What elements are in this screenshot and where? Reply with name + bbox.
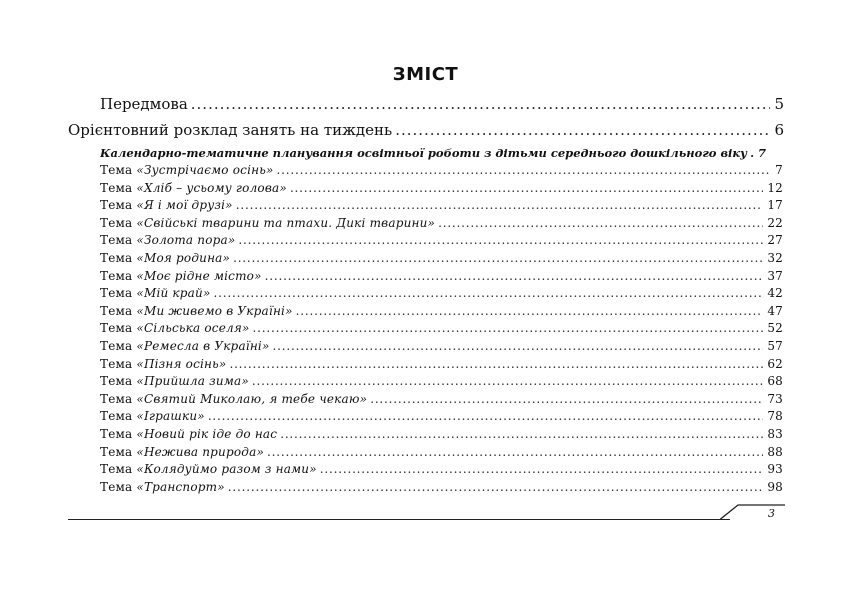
topic-prefix: Тема: [100, 409, 133, 424]
dot-leader: [265, 269, 764, 283]
toc-page-number: 7: [757, 146, 766, 160]
dot-leader: [370, 392, 763, 406]
toc-page-number: 6: [774, 121, 784, 139]
toc-page-number: 37: [767, 268, 783, 283]
topic-prefix: Тема: [100, 391, 133, 406]
dot-leader: [253, 321, 764, 335]
toc-entry-preface[interactable]: [100, 95, 784, 115]
toc-entry-label: [100, 198, 236, 212]
topic-prefix: Тема: [100, 251, 133, 265]
dot-leader: [280, 427, 763, 441]
toc-page-number: 93: [767, 462, 783, 477]
toc-page-number: 83: [767, 427, 783, 441]
topic-title: «Моя родина»: [136, 251, 231, 265]
topic-prefix: Тема: [100, 268, 133, 283]
dot-leader: [395, 121, 770, 139]
toc-page-number: 57: [767, 339, 783, 353]
toc-page-number: 42: [767, 286, 783, 301]
toc-entry-topic[interactable]: [100, 198, 783, 215]
topic-title: «Святий Миколаю, я тебе чекаю»: [136, 391, 368, 406]
toc-entry-topic[interactable]: [100, 357, 783, 374]
topic-prefix: Тема: [100, 479, 133, 494]
topic-title: «Ремесла в Україні»: [136, 339, 270, 353]
dot-leader: [273, 339, 764, 353]
toc-entry-topic[interactable]: [100, 216, 783, 233]
dot-leader: [290, 181, 763, 195]
dot-leader: [208, 409, 764, 423]
toc-entry-label: Передмова: [100, 95, 188, 113]
toc-entry-topic[interactable]: [100, 251, 783, 268]
toc-page-number: 27: [767, 233, 783, 248]
toc-entry-topic[interactable]: [100, 286, 783, 303]
toc-entry-label: Орієнтовний розклад занять на тиждень: [68, 121, 393, 139]
toc-page-number: 22: [767, 215, 783, 230]
dot-leader: [229, 357, 763, 371]
dot-leader: [320, 462, 764, 476]
topic-prefix: Тема: [100, 233, 133, 248]
topic-prefix: Тема: [100, 462, 133, 477]
dot-leader: [233, 251, 763, 265]
toc-page-number: 78: [767, 409, 783, 424]
toc-page-number: 52: [767, 321, 783, 336]
toc-entry-topic[interactable]: [100, 339, 783, 356]
toc-entry-topic[interactable]: [100, 163, 783, 180]
toc-entry-topic[interactable]: [100, 181, 783, 198]
toc-entry-label: [100, 480, 228, 494]
toc-page-number: 17: [767, 198, 783, 213]
toc-entry-label: [100, 181, 290, 195]
toc-entry-label: [100, 462, 320, 476]
dot-leader: [236, 198, 764, 212]
toc-section-label: Календарно-тематичне планування освітньої роботи з дітьми середнього дошкільного віку: [100, 146, 748, 160]
topic-title: «Свійські тварини та птахи. Дикі тварини»: [136, 215, 436, 230]
footer-rule: [68, 519, 730, 520]
dot-leader: [214, 286, 764, 300]
footer-tab-shape: [720, 502, 790, 522]
topic-prefix: Тема: [100, 339, 133, 353]
topic-prefix: Тема: [100, 427, 133, 441]
toc-page-number: 73: [767, 391, 783, 406]
dot-leader: [277, 163, 772, 177]
toc-entry-schedule[interactable]: [68, 121, 784, 141]
topic-title: «Іграшки»: [136, 409, 205, 424]
toc-entry-label: [100, 321, 253, 335]
toc-page-number: 47: [767, 303, 783, 318]
toc-page-number: 68: [767, 374, 783, 389]
topic-title: «Зустрічаємо осінь»: [136, 163, 274, 177]
toc-page-number: 98: [767, 479, 783, 494]
topic-prefix: Тема: [100, 374, 133, 389]
topic-prefix: Тема: [100, 321, 133, 336]
topic-prefix: Тема: [100, 180, 133, 195]
toc-page-number: 7: [775, 163, 783, 177]
topic-title: «Ми живемо в Україні»: [136, 303, 293, 318]
toc-entry-topic[interactable]: [100, 269, 783, 286]
toc-entry-label: [100, 357, 229, 371]
toc-entry-topic[interactable]: [100, 321, 783, 338]
dot-leader: [191, 95, 771, 113]
toc-entry-topic[interactable]: [100, 409, 783, 426]
toc-entry-label: [100, 304, 296, 318]
topic-prefix: Тема: [100, 444, 133, 459]
toc-entry-topic[interactable]: [100, 427, 783, 444]
dot-leader: [296, 304, 764, 318]
toc-entry-label: [100, 339, 273, 353]
toc-page-number: 12: [767, 180, 783, 195]
toc-entry-topic[interactable]: [100, 374, 783, 391]
topic-title: «Моє рідне місто»: [136, 268, 262, 283]
dot-leader: [438, 216, 763, 230]
toc-entry-label: [100, 392, 370, 406]
toc-entry-label: [100, 286, 214, 300]
toc-entry-topic[interactable]: [100, 462, 783, 479]
topic-title: «Транспорт»: [136, 479, 225, 494]
toc-section-heading[interactable]: [100, 146, 766, 163]
toc-entry-label: [100, 427, 280, 441]
toc-entry-label: [100, 269, 265, 283]
topic-title: «Нежива природа»: [136, 444, 264, 459]
dot-leader: [238, 233, 763, 247]
toc-entry-label: [100, 163, 277, 177]
topic-title: «Колядуймо разом з нами»: [136, 462, 317, 477]
topic-title: «Прийшла зима»: [136, 374, 249, 389]
dot-leader: [252, 374, 763, 388]
toc-page-number: 88: [767, 444, 783, 459]
topic-prefix: Тема: [100, 303, 133, 318]
toc-entry-label: [100, 233, 238, 247]
toc-entry-label: [100, 374, 252, 388]
topic-prefix: Тема: [100, 356, 133, 371]
toc-entry-label: [100, 409, 208, 423]
dot-leader: [228, 480, 764, 494]
toc-entry-topic[interactable]: [100, 304, 783, 321]
page-number: 3: [768, 507, 775, 520]
topic-prefix: Тема: [100, 198, 133, 213]
toc-entry-label: [100, 216, 438, 230]
topic-title: «Сільська оселя»: [136, 321, 250, 336]
topic-title: «Хліб – усьому голова»: [136, 180, 287, 195]
toc-entry-label: [100, 445, 267, 459]
topic-title: «Новий рік іде до нас: [136, 427, 278, 441]
topic-prefix: Тема: [100, 286, 133, 301]
toc-entry-topic[interactable]: [100, 445, 783, 462]
toc-page-number: 62: [767, 356, 783, 371]
topic-prefix: Тема: [100, 215, 133, 230]
toc-page-number: 32: [767, 251, 783, 265]
toc-page-number: 5: [774, 95, 784, 113]
topic-title: «Мій край»: [136, 286, 211, 301]
topic-title: «Пізня осінь»: [136, 356, 227, 371]
dot-leader: [267, 445, 763, 459]
topic-prefix: Тема: [100, 163, 133, 177]
toc-entry-topic[interactable]: [100, 233, 783, 250]
toc-entry-topic[interactable]: [100, 392, 783, 409]
topic-title: «Золота пора»: [136, 233, 236, 248]
page-title: ЗМІСТ: [392, 64, 459, 85]
toc-entry-topic[interactable]: [100, 480, 783, 497]
topic-title: «Я і мої друзі»: [136, 198, 233, 213]
toc-entry-label: [100, 251, 233, 265]
